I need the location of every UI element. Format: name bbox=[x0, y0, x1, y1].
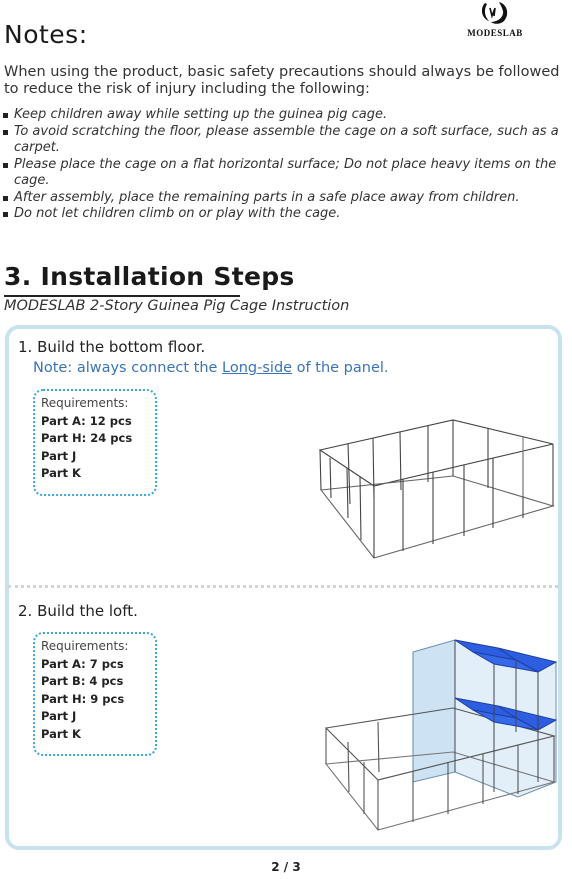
page-number: 2 / 3 bbox=[271, 860, 301, 874]
step-1-title: 1. Build the bottom floor. bbox=[18, 338, 206, 356]
list-item: To avoid scratching the floor, please assemble the cage on a soft surface, such as a carpet. bbox=[2, 124, 567, 157]
requirement-item: Part H: 9 pcs bbox=[41, 691, 125, 706]
list-item: Please place the cage on a flat horizontal surface; Do not place heavy items on the cage. bbox=[2, 157, 567, 190]
step-1-note: Note: always connect the Long-side of the panel. bbox=[33, 360, 389, 376]
bullet-square-icon bbox=[3, 130, 8, 135]
step-2-requirements bbox=[33, 632, 157, 756]
requirement-item: Part H: 24 pcs bbox=[41, 431, 133, 445]
requirement-item: Part K bbox=[41, 726, 81, 741]
list-item: After assembly, place the remaining parts in a safe place away from children. bbox=[2, 190, 567, 207]
modeslab-logo-icon bbox=[477, 0, 513, 26]
notes-title: Notes: bbox=[4, 20, 88, 49]
requirement-item: Part A: 12 pcs bbox=[41, 413, 132, 428]
brand-logo bbox=[460, 0, 530, 44]
requirements-label: Requirements: bbox=[41, 639, 129, 653]
title-underline bbox=[4, 295, 240, 297]
loft-illustration bbox=[318, 632, 563, 832]
step-divider bbox=[8, 585, 558, 588]
bottom-floor-illustration bbox=[318, 418, 558, 568]
requirement-item: Part A: 7 pcs bbox=[41, 656, 124, 671]
installation-title: 3. Installation Steps bbox=[4, 262, 295, 291]
requirement-item: Part J bbox=[41, 709, 77, 723]
long-side-highlight: Long-side bbox=[222, 360, 293, 376]
brand-name: MODESLAB bbox=[467, 28, 523, 38]
requirement-item: Part K bbox=[41, 466, 81, 480]
bullet-square-icon bbox=[3, 212, 8, 217]
installation-subtitle: MODESLAB 2-Story Guinea Pig Cage Instruction bbox=[4, 298, 350, 314]
requirement-item: Part J bbox=[41, 448, 77, 463]
list-item: Do not let children climb on or play with the cage. bbox=[2, 206, 567, 223]
requirement-item: Part B: 4 pcs bbox=[41, 674, 124, 688]
notes-list bbox=[2, 107, 567, 223]
step-2-title: 2. Build the loft. bbox=[18, 602, 138, 620]
list-item: Keep children away while setting up the guinea pig cage. bbox=[2, 107, 567, 124]
bullet-square-icon bbox=[3, 163, 8, 168]
requirements-label: Requirements: bbox=[41, 396, 129, 410]
step-1-requirements bbox=[33, 389, 157, 496]
bullet-square-icon bbox=[3, 113, 8, 118]
notes-intro: When using the product, basic safety precautions should always be followed to reduce the risk of injury including the following: bbox=[4, 64, 560, 97]
bullet-square-icon bbox=[3, 196, 8, 201]
